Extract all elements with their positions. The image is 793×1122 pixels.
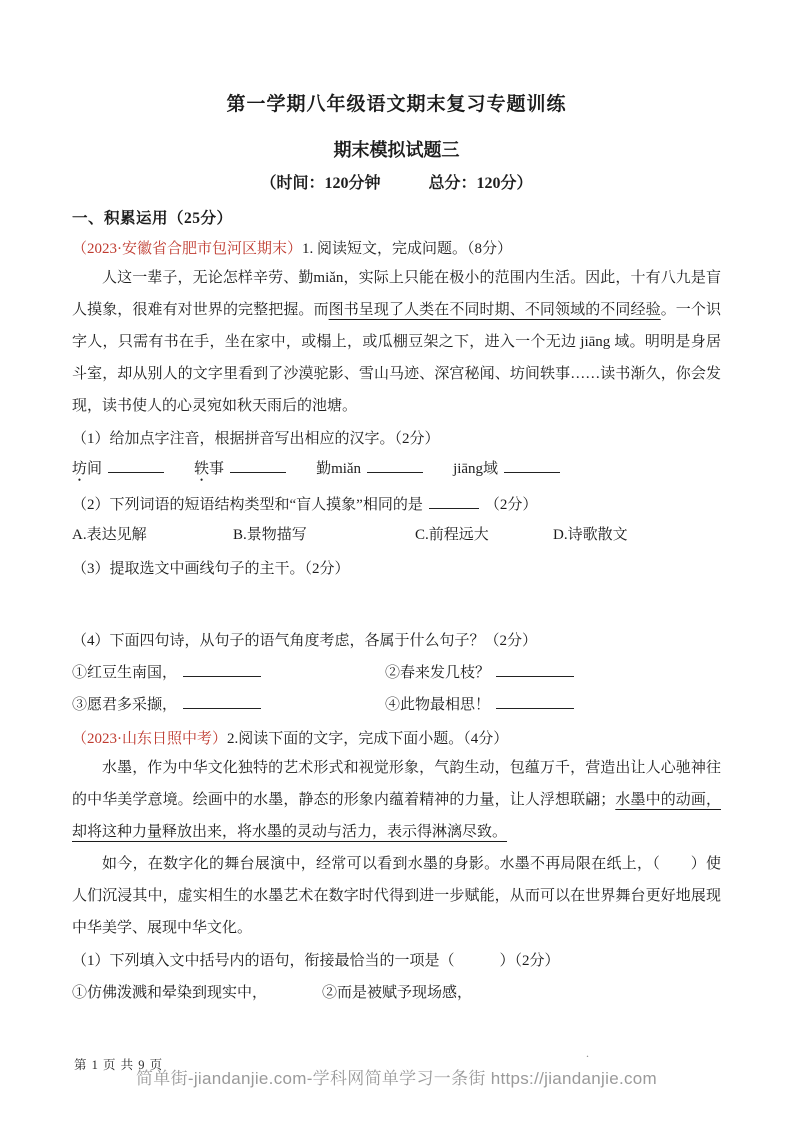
poem-line-text: ③愿君多采撷， bbox=[72, 697, 178, 713]
char-rest: 事 bbox=[209, 461, 225, 477]
pinyin-item bbox=[194, 454, 286, 484]
pinyin-word: 勤miǎn bbox=[316, 461, 362, 477]
q2-sub1-label: （1）下列填入文中括号内的语句，衔接最恰当的一项是（ ）（2分） bbox=[72, 953, 560, 969]
option-d: D.诗歌散文 bbox=[553, 527, 628, 543]
exam-time-score: （时间：120分钟 总分：120分） bbox=[260, 175, 533, 192]
q1-sub2-post: （2分） bbox=[484, 497, 538, 513]
underlined-sentence: 水墨中的动画，却将这种力量释放出来，将水墨的灵动与活力，表示得淋漓尽致。 bbox=[72, 792, 721, 840]
section-heading: 一、积累运用（25分） bbox=[72, 210, 233, 227]
page-number: 第 1 页 共 9 页 bbox=[74, 1058, 164, 1072]
question-2-stem: 2.阅读下面的文字，完成下面小题。（4分） bbox=[227, 731, 509, 747]
answer-blank bbox=[367, 459, 423, 473]
pinyin-blanks-row bbox=[72, 454, 721, 484]
question-2-passage-2: 如今，在数字化的舞台展演中，经常可以看到水墨的身影。水墨不再局限在纸上，（ ）使人们沉浸其中，虚实相生的水墨艺术在数字时代得到进一步赋能，从而可以在世界舞台更好地展现中华美学、展现中华文化。 bbox=[72, 856, 721, 936]
dotted-char: 坊 bbox=[72, 461, 88, 477]
page-title: 第一学期八年级语文期末复习专题训练 bbox=[226, 94, 567, 115]
poem-lines-row-1 bbox=[72, 660, 721, 686]
option-b: B.景物描写 bbox=[233, 527, 307, 543]
poem-line-4 bbox=[385, 692, 721, 718]
pinyin-item bbox=[72, 454, 164, 484]
q2-option-2: ②而是被赋予现场感， bbox=[322, 985, 473, 1001]
poem-line-text: ②春来发几枝？ bbox=[385, 665, 491, 681]
page-subtitle: 期末模拟试题三 bbox=[333, 140, 460, 160]
question-1-source-tag: （2023·安徽省合肥市包河区期末） bbox=[72, 241, 302, 257]
answer-blank bbox=[504, 459, 560, 473]
q1-sub1-label: （1）给加点字注音，根据拼音写出相应的汉字。（2分） bbox=[72, 431, 440, 447]
question-2-source-tag: （2023·山东日照中考） bbox=[72, 731, 227, 747]
dotted-char: 轶 bbox=[194, 461, 210, 477]
question-1-stem-line bbox=[72, 236, 721, 262]
answer-blank bbox=[108, 459, 164, 473]
q2-option-1: ①仿佛泼溅和晕染到现实中， bbox=[72, 985, 268, 1001]
question-2-passage-1 bbox=[72, 752, 721, 848]
poem-line-text: ①红豆生南国， bbox=[72, 665, 178, 681]
q1-sub4-label: （4）下面四句诗，从句子的语气角度考虑，各属于什么句子？（2分） bbox=[72, 633, 538, 649]
passage-text: 人这一辈子，无论怎样辛劳、勤miǎn，实际上只能在极小的范围内生活。因此，十有八九是盲人摸象，很难有对世界的完整把握。而 bbox=[72, 270, 721, 318]
answer-writing-space bbox=[72, 582, 721, 622]
question-2-stem-line bbox=[72, 726, 721, 752]
pinyin-item bbox=[453, 454, 560, 484]
poem-line-2 bbox=[385, 660, 721, 686]
poem-line-3 bbox=[72, 692, 385, 718]
question-1-passage bbox=[72, 262, 721, 422]
answer-blank bbox=[496, 695, 574, 709]
poem-line-text: ④此物最相思！ bbox=[385, 697, 491, 713]
question-1-stem: 1. 阅读短文，完成问题。（8分） bbox=[302, 241, 513, 257]
q1-sub2-label bbox=[72, 492, 721, 518]
char-rest: 间 bbox=[87, 461, 103, 477]
answer-blank bbox=[429, 495, 479, 509]
pinyin-word: jiāng域 bbox=[453, 461, 499, 477]
stray-period-mark: . bbox=[586, 1046, 589, 1060]
passage-text: 水墨，作为中华文化独特的艺术形式和视觉形象，气韵生动，包蕴万千，营造出让人心驰神往的中华美学意境。绘画中的水墨，静态的形象内蕴着精神的力量，让人浮想联翩； bbox=[72, 760, 721, 808]
answer-blank bbox=[496, 663, 574, 677]
q1-sub3-label: （3）提取选文中画线句子的主干。（2分） bbox=[72, 561, 350, 577]
q2-sub1-options bbox=[72, 980, 721, 1006]
poem-line-1 bbox=[72, 660, 385, 686]
q1-sub2-options bbox=[72, 522, 721, 548]
passage-text: 。一个识字人，只需有书在手，坐在家中，或榻上，或瓜棚豆架之下，进入一个无边 jiāng 域。明明是身居斗室，却从别人的文字里看到了沙漠驼影、雪山马迹、深宫秘闻、坊间轶事……读书渐久，你会发现，读书使人的心灵宛如秋天雨后的池塘。 bbox=[72, 302, 721, 414]
watermark-text: 简单街-jiandanjie.com-学科网简单学习一条街 https://jiandanjie.com bbox=[135, 1069, 658, 1088]
answer-blank bbox=[230, 459, 286, 473]
answer-blank bbox=[183, 663, 261, 677]
poem-lines-row-2 bbox=[72, 692, 721, 718]
answer-blank bbox=[183, 695, 261, 709]
option-c: C.前程远大 bbox=[415, 527, 489, 543]
option-a: A.表达见解 bbox=[72, 527, 147, 543]
pinyin-item bbox=[316, 454, 423, 484]
q1-sub2-pre: （2）下列词语的短语结构类型和“盲人摸象”相同的是 bbox=[72, 497, 423, 513]
underlined-sentence: 图书呈现了人类在不同时期、不同领域的不同经验 bbox=[328, 302, 661, 318]
